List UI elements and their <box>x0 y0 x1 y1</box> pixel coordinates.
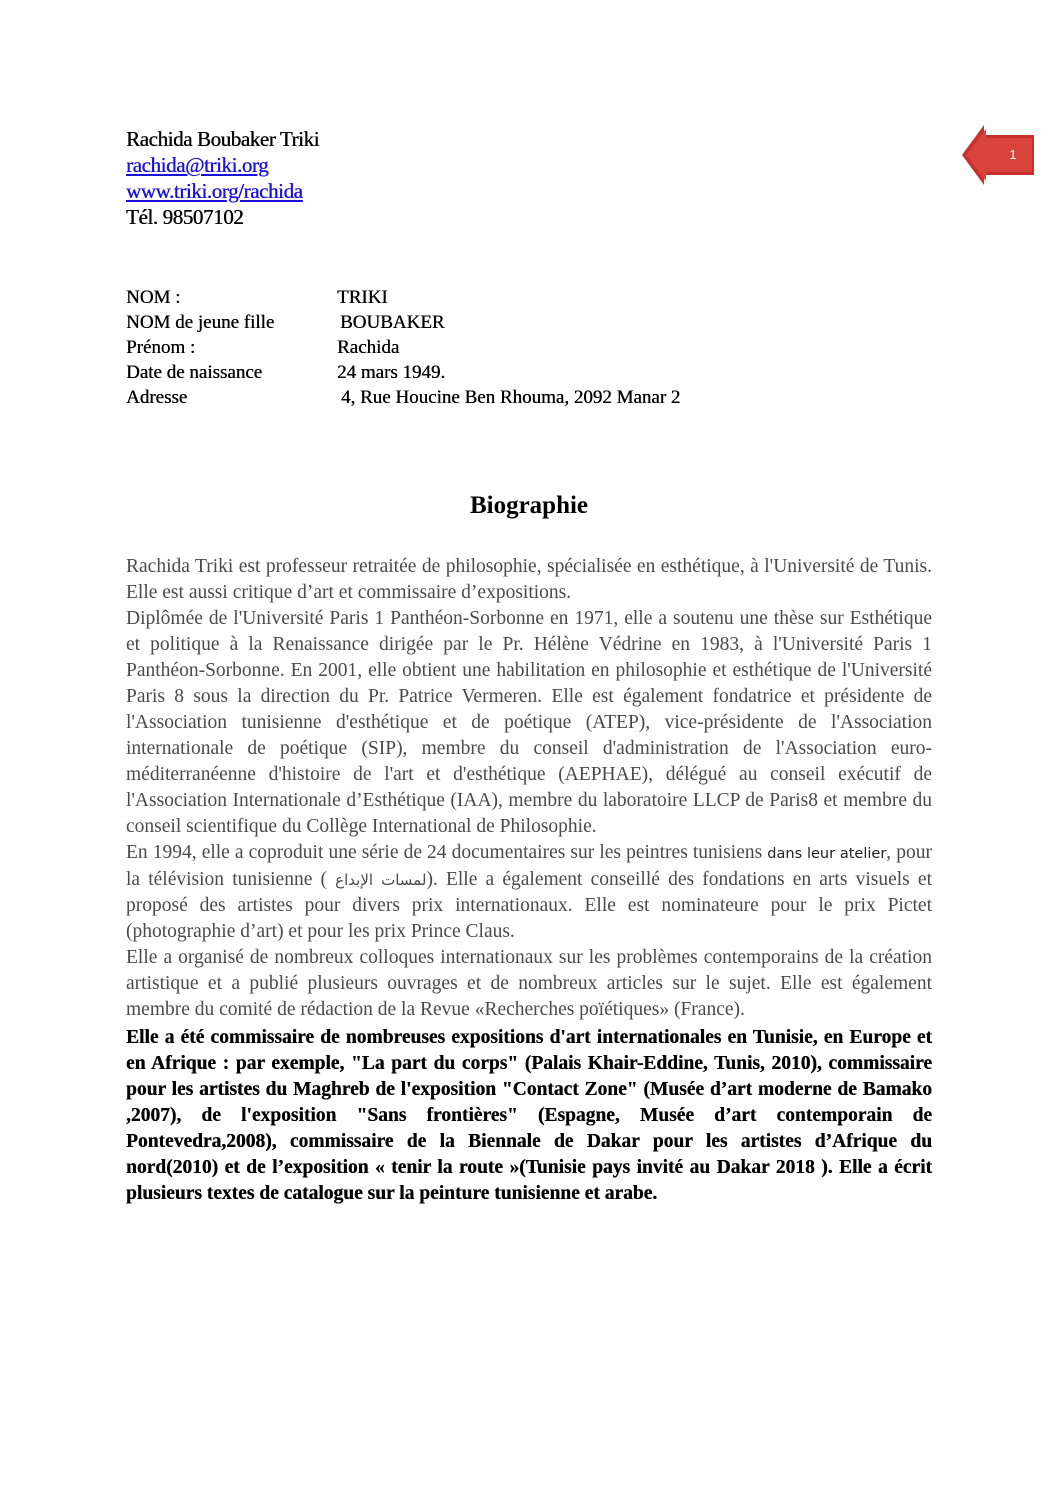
bio-paragraph <box>126 840 932 945</box>
section-title: Biographie <box>469 492 589 519</box>
field-row-date-naissance <box>126 360 826 385</box>
identity-fields <box>126 285 826 410</box>
field-row-prenom <box>126 335 826 360</box>
field-value: BOUBAKER <box>340 312 445 333</box>
page-number-marker <box>962 125 1034 185</box>
bio-paragraph-highlight: Elle a été commissaire de nombreuses expositions d'art internationales en Tunisie, en Europe et en Afrique : par exemple, "La part du corps" (Palais Khair-Eddine, Tunis, 2010), commissaire pour les artistes du Maghreb de l'exposition "Contact Zone" (Musée d’art moderne de Bamako ,2007), de l'exposition "Sans frontières" (Espagne, Musée d’art contemporain de Pontevedra,2008), commissaire de la Biennale de Dakar pour les artistes d’Afrique du nord(2010) et de l’exposition « tenir la route »(Tunisie pays invité au Dakar 2018 ). Elle a écrit plusieurs textes de catalogue sur la peinture tunisienne et arabe. <box>126 1027 932 1204</box>
email-link[interactable]: rachida@triki.org <box>126 153 269 177</box>
field-value: TRIKI <box>337 287 388 308</box>
contact-block <box>126 126 319 230</box>
bio-paragraph: Rachida Triki est professeur retraitée de philosophie, spécialisée en esthétique, à l'Université de Tunis. Elle est aussi critique d’art et commissaire d’expositions. <box>126 556 932 603</box>
field-value: Rachida <box>337 337 400 358</box>
bio-paragraph: Diplômée de l'Université Paris 1 Panthéon-Sorbonne en 1971, elle a soutenu une thèse sur Esthétique et politique à la Renaissance dirigée par le Pr. Hélène Védrine en 1983, à l'Université Paris 1 Panthéon-Sorbonne. En 2001, elle obtient une habilitation en philosophie et esthétique de l'Université Paris 8 sous la direction du Pr. Patrice Vermeren. Elle est également fondatrice et présidente de l'Association tunisienne d'esthétique et de poétique (ATEP), vice-présidente de l'Association internationale de poétique (SIP), membre du conseil d'administration de l'Association euro-méditerranéenne d'histoire de l'art et d'esthétique (AEPHAE), délégué au conseil exécutif de l'Association Internationale d’Esthétique (IAA), membre du laboratoire LLCP de Paris8 et membre du conseil scientifique du Collège International de Philosophie. <box>126 608 932 837</box>
field-label: Date de naissance <box>126 362 263 383</box>
field-row-nom <box>126 285 826 310</box>
page-number: 1 <box>1009 147 1017 162</box>
author-name: Rachida Boubaker Triki <box>126 127 320 151</box>
arabic-title: لمسات الإبداع <box>335 871 427 889</box>
text-run: , pour la télévision tunisienne ( <box>126 842 932 890</box>
website-link[interactable]: www.triki.org/rachida <box>126 179 303 203</box>
field-label: NOM : <box>126 287 181 308</box>
field-value: 4, Rue Houcine Ben Rhouma, 2092 Manar 2 <box>341 387 681 408</box>
phone-number: Tél. 98507102 <box>126 205 244 229</box>
biography-text <box>126 554 932 1207</box>
text-run: ). Elle a également conseillé des fondations en arts visuels et proposé des artistes pour divers prix internationaux. Elle est nominateure pour le prix Pictet (photographie d’art) et pour les prix Prince Claus. <box>126 869 932 942</box>
field-value: 24 mars 1949. <box>337 362 446 383</box>
field-row-adresse <box>126 385 826 410</box>
field-row-nom-jeune-fille <box>126 310 826 335</box>
bio-paragraph: Elle a organisé de nombreux colloques internationaux sur les problèmes contemporains de la création artistique et a publié plusieurs ouvrages et de nombreux articles sur le sujet. Elle est également membre du comité de rédaction de la Revue «Recherches poïétiques» (France). <box>126 947 932 1020</box>
field-label: NOM de jeune fille <box>126 312 275 333</box>
field-label: Prénom : <box>126 337 196 358</box>
field-label: Adresse <box>126 387 188 408</box>
text-run: En 1994, elle a coproduit une série de 24 documentaires sur les peintres tunisiens <box>126 842 768 863</box>
text-run: dans leur atelier <box>767 846 887 862</box>
